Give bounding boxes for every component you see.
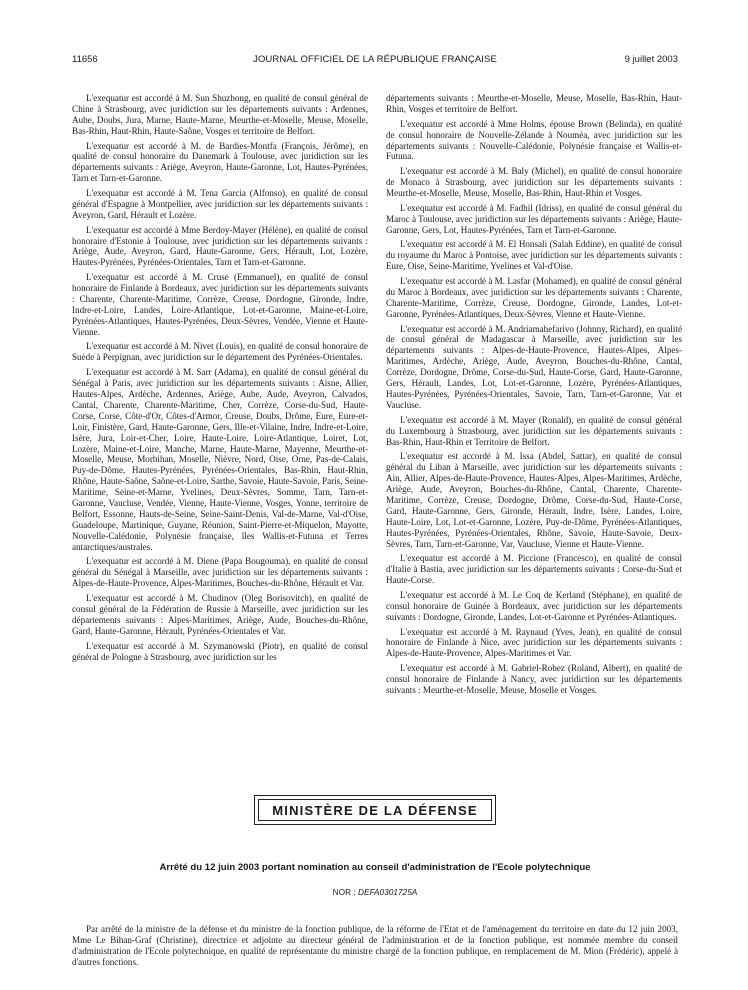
- exequatur-paragraph: L'exequatur est accordé à Mme Holms, épouse Brown (Belinda), en qualité de consul honoraire de Nouvelle-Zélande à Nouméa, avec juridiction sur les départements suivants : Nouvelle-Calédonie, Polynésie française et Wallis-et-Futuna.: [386, 118, 682, 162]
- continued-paragraph: départements suivants : Meurthe-et-Moselle, Meuse, Moselle, Bas-Rhin, Haut-Rhin, Vosges et territoire de Belfort.: [386, 93, 682, 114]
- exequatur-paragraph: L'exequatur est accordé à M. de Bardies-Montfa (François, Jérôme), en qualité de consul honoraire du Danemark à Toulouse, avec juridiction sur les départements suivants : Ariège, Aveyron, Haute-Garonne, Lot, Hautes-Pyrénées, Tarn et Tarn-et-Garonne.: [72, 140, 368, 184]
- journal-title: JOURNAL OFFICIEL DE LA RÉPUBLIQUE FRANÇAISE: [253, 54, 497, 65]
- exequatur-paragraph: L'exequatur est accordé à M. Mayer (Ronald), en qualité de consul général du Luxembourg à Strasbourg, avec juridiction sur les départements suivants : Bas-Rhin, Haut-Rhin et Territoire de Belfort.: [386, 414, 682, 447]
- exequatur-paragraph: L'exequatur est accordé à M. Piccione (Francesco), en qualité de consul d'Italie à Bastia, avec juridiction sur les départements suivants : Corse-du-Sud et Haute-Corse.: [386, 553, 682, 586]
- nor-label: NOR :: [332, 887, 358, 897]
- exequatur-paragraph: L'exequatur est accordé à M. Baly (Michel), en qualité de consul honoraire de Monaco à Strasbourg, avec juridiction sur les départements suivants : Meurthe-et-Moselle, Meuse, Moselle, Bas-Rhin, Haut-Rhin et Vosges.: [386, 166, 682, 199]
- exequatur-paragraph: L'exequatur est accordé à M. Issa (Abdel, Sattar), en qualité de consul général du Liban à Marseille, avec juridiction sur les départements suivants : Ain, Allier, Alpes-de-Haute-Provence, Hautes-Alpes, Alpes-Maritimes, Ardèche, Ariège, Aude, Aveyron, Bouches-du-Rhône, Cantal, Charente, Charente-Maritime, Corrèze, Creuse, Dordogne, Drôme, Corse-du-Sud, Haute-Corse, Gard, Haute-Garonne, Gers, Gironde, Hérault, Indre, Isère, Landes, Loire, Haute-Loire, Lot, Lot-et-Garonne, Lozère, Puy-de-Dôme, Pyrénées-Atlantiques, Hautes-Pyrénées, Pyrénées-Orientales, Rhône, Savoie, Haute-Savoie, Deux-Sèvres, Tarn, Tarn-et-Garonne, Var, Vaucluse, Vienne et Haute-Vienne.: [386, 451, 682, 549]
- exequatur-paragraph: L'exequatur est accordé à M. Cruse (Emmanuel), en qualité de consul honoraire de Finlande à Bordeaux, avec juridiction sur les départements suivants : Charente, Charente-Maritime, Corrèze, Creuse, Dordogne, Gironde, Indre, Indre-et-Loire, Landes, Loire-Atlantique, Lot-et-Garonne, Maine-et-Loire, Pyrénées-Atlantiques, Hautes-Pyrénées, Deux-Sèvres, Vendée, Vienne et Haute-Vienne.: [72, 272, 368, 337]
- exequatur-paragraph: L'exequatur est accordé à M. Szymanowski (Piotr), en qualité de consul général de Pologne à Strasbourg, avec juridiction sur les: [72, 640, 368, 662]
- exequatur-paragraph: L'exequatur est accordé à Mme Berdoy-Mayer (Hélène), en qualité de consul honoraire d'Estonie à Toulouse, avec juridiction sur les départements suivants : Ariège, Aude, Aveyron, Gard, Haute-Garonne, Gers, Hérault, Lot, Lozère, Hautes-Pyrénées, Pyrénées-Orientales, Tarn et Tarn-et-Garonne.: [72, 224, 368, 268]
- exequatur-paragraph: L'exequatur est accordé à M. Le Coq de Kerland (Stéphane), en qualité de consul honoraire de Guinée à Bordeaux, avec juridiction sur les départements suivants : Dordogne, Gironde, Landes, Lot-et-Garonne et Pyrénées-Atlantiques.: [386, 589, 682, 622]
- left-column: [72, 93, 368, 666]
- page-header: [72, 54, 678, 68]
- exequatur-paragraph: L'exequatur est accordé à M. Andriamahefarivo (Johnny, Richard), en qualité de consul général de Madagascar à Marseille, avec juridiction sur les départements suivants : Alpes-de-Haute-Provence, Hautes-Alpes, Alpes-Maritimes, Ardèche, Ariège, Aude, Aveyron, Bouches-du-Rhône, Cantal, Corrèze, Dordogne, Drôme, Corse-du-Sud, Haute-Corse, Gard, Haute-Garonne, Gers, Hérault, Landes, Lot, Lot-et-Garonne, Lozère, Pyrénées-Atlantiques, Hautes-Pyrénées, Pyrénées-Orientales, Savoie, Tarn, Tarn-et-Garonne, Var et Vaucluse.: [386, 323, 682, 410]
- ministry-heading: MINISTÈRE DE LA DÉFENSE: [272, 802, 478, 818]
- exequatur-paragraph: L'exequatur est accordé à M. Lasfar (Mohamed), en qualité de consul général du Maroc à Bordeaux, avec juridiction sur les départements suivants : Charente, Charente-Maritime, Corrèze, Creuse, Dordogne, Gironde, Landes, Lot-et-Garonne, Pyrénées-Atlantiques, Deux-Sèvres, Vienne et Haute-Vienne.: [386, 276, 682, 319]
- exequatur-paragraph: L'exequatur est accordé à M. Nivet (Louis), en qualité de consul honoraire de Suède à Perpignan, avec juridiction sur le département des Pyrénées-Orientales.: [72, 341, 368, 363]
- right-column: [386, 93, 682, 700]
- exequatur-paragraph: L'exequatur est accordé à M. El Honsali (Salah Eddine), en qualité de consul du royaume du Maroc à Pontoise, avec juridiction sur les départements suivants : Eure, Oise, Seine-Maritime, Yvelines et Val-d'Oise.: [386, 239, 682, 272]
- exequatur-paragraph: L'exequatur est accordé à M. Sun Shuzhong, en qualité de consul général de Chine à Strasbourg, avec juridiction sur les départements suivants : Ardennes, Aube, Doubs, Jura, Marne, Haute-Marne, Meurthe-et-Moselle, Meuse, Moselle, Bas-Rhin, Haut-Rhin, Haute-Saône, Vosges et territoire de Belfort.: [72, 93, 368, 136]
- page-number: 11656: [72, 54, 98, 65]
- exequatur-paragraph: L'exequatur est accordé à M. Fadhil (Idriss), en qualité de consul général du Maroc à Toulouse, avec juridiction sur les départements suivants : Ariège, Haute-Garonne, Gers, Lot, Hautes-Pyrénées, Tarn et Tarn-et-Garonne.: [386, 202, 682, 235]
- exequatur-paragraph: L'exequatur est accordé à M. Tena Garcia (Alfonso), en qualité de consul général d'Espagne à Montpellier, avec juridiction sur les départements suivants : Aveyron, Gard, Hérault et Lozère.: [72, 188, 368, 220]
- exequatur-paragraph: L'exequatur est accordé à M. Sarr (Adama), en qualité de consul général du Sénégal à Paris, avec juridiction sur les départements suivants : Aisne, Allier, Hautes-Alpes, Ardèche, Ardennes, Ariège, Aube, Aude, Aveyron, Calvados, Cantal, Charente, Charente-Maritime, Cher, Corrèze, Corse-du-Sud, Haute-Corse, Corse, Côte-d'Or, Côtes-d'Armor, Creuse, Doubs, Drôme, Eure, Eure-et-Loir, Finistère, Gard, Haute-Garonne, Gers, Ille-et-Vilaine, Indre, Indre-et-Loire, Isère, Jura, Loir-et-Cher, Loire, Haute-Loire, Loire-Atlantique, Loiret, Lot, Lozère, Maine-et-Loire, Manche, Marne, Haute-Marne, Mayenne, Meurthe-et-Moselle, Meuse, Morbihan, Moselle, Nièvre, Nord, Oise, Orne, Pas-de-Calais, Puy-de-Dôme, Hautes-Pyrénées, Pyrénées-Orientales, Bas-Rhin, Haut-Rhin, Rhône, Haute-Saône, Saône-et-Loire, Sarthe, Savoie, Haute-Savoie, Paris, Seine-Maritime, Seine-et-Marne, Yvelines, Deux-Sèvres, Somme, Tarn, Tarn-et-Garonne, Vaucluse, Vendée, Vienne, Haute-Vienne, Vosges, Yonne, territoire de Belfort, Essonne, Hauts-de-Seine, Seine-Saint-Denis, Val-de-Marne, Val-d'Oise, Guadeloupe, Martinique, Guyane, Réunion, Saint-Pierre-et-Miquelon, Mayotte, Nouvelle-Calédonie, Polynésie française, îles Wallis-et-Futuna et Terres antarctiques/australes.: [72, 367, 368, 552]
- arrete-body: Par arrêté de la ministre de la défense et du ministre de la fonction publique, de la réforme de l'Etat et de l'aménagement du territoire en date du 12 juin 2003, Mme Le Bihan-Graf (Christine), directrice et adjointe au directeur général de l'administration et de la fonction publique, est nommée membre du conseil d'administration de l'Ecole polytechnique, en qualité de représentante du ministre chargé de la fonction publique, en remplacement de M. Mion (Frédéric), appelé à d'autres fonctions.: [72, 924, 678, 967]
- exequatur-paragraph: L'exequatur est accordé à M. Gabriel-Robez (Roland, Albert), en qualité de consul honoraire de Finlande à Nancy, avec juridiction sur les départements suivants : Meurthe-et-Moselle, Meuse, Moselle et Vosges.: [386, 663, 682, 695]
- nor-code: DEFA0301725A: [358, 887, 418, 897]
- exequatur-paragraph: L'exequatur est accordé à M. Raynaud (Yves, Jean), en qualité de consul honoraire de Finlande à Nice, avec juridiction sur les départements suivants : Alpes-de-Haute-Provence, Alpes-Maritimes et Var.: [386, 626, 682, 659]
- ministry-heading-box: [254, 795, 496, 825]
- arrete-title: Arrêté du 12 juin 2003 portant nomination au conseil d'administration de l'Ecole polytechnique: [159, 862, 591, 873]
- exequatur-paragraph: L'exequatur est accordé à M. Diene (Papa Bougouma), en qualité de consul général du Sénégal à Marseille, avec juridiction sur les départements suivants : Alpes-de-Haute-Provence, Alpes-Maritimes, Bouches-du-Rhône, Hérault et Var.: [72, 556, 368, 589]
- exequatur-paragraph: L'exequatur est accordé à M. Chudinov (Oleg Borisovitch), en qualité de consul général de la Fédération de Russie à Marseille, avec juridiction sur les départements suivants : Alpes-Maritimes, Ariège, Aude, Bouches-du-Rhône, Gard, Haute-Garonne, Hérault, Pyrénées-Orientales et Var.: [72, 593, 368, 636]
- nor-reference: [72, 887, 678, 897]
- issue-date: 9 juillet 2003: [624, 54, 678, 65]
